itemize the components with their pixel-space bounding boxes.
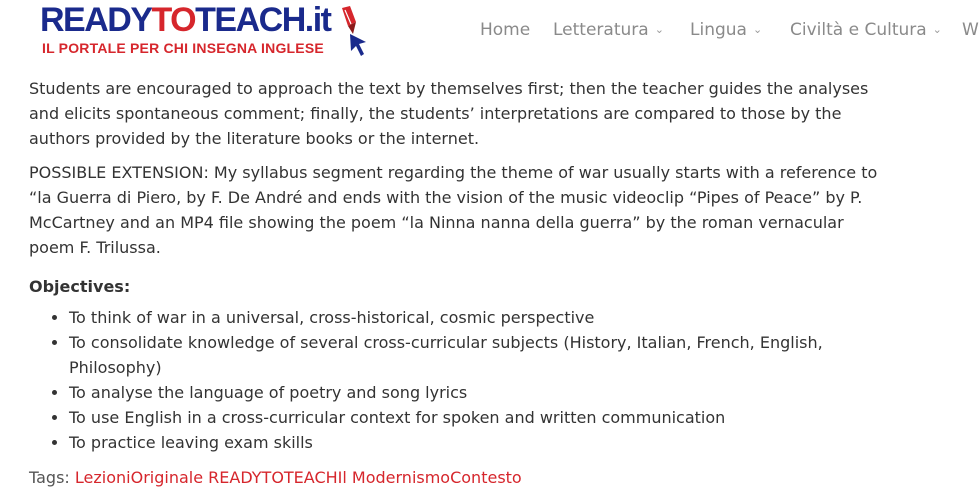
tag-link-il-modernismo[interactable]: Il Modernismo: [337, 468, 451, 487]
objectives-heading: Objectives:: [29, 277, 131, 296]
nav-item-letteratura[interactable]: [553, 18, 664, 44]
nav-item-civilta-e-cultura[interactable]: [790, 18, 942, 44]
nav-label-civilta-e-cultura: Civiltà e Cultura: [790, 20, 927, 40]
logo-part-to: TO: [151, 1, 196, 39]
chevron-down-icon: ⌄: [654, 23, 664, 36]
site-header: [0, 0, 979, 66]
list-item: • To practice leaving exam skills: [69, 430, 889, 455]
tags-line: [29, 465, 889, 490]
list-item: • To consolidate knowledge of several cross-curricular subjects (History, Italian, French, English, Philosophy): [69, 330, 889, 380]
nav-item-truncated[interactable]: [962, 18, 979, 42]
tag-link-originale-readytoteach[interactable]: Originale READYTOTEACH: [130, 468, 338, 487]
nav-label-lingua: Lingua: [690, 20, 747, 40]
tag-link-contesto[interactable]: Contesto: [450, 468, 522, 487]
objectives-list: [29, 305, 889, 455]
paragraph-approach: Students are encouraged to approach the text by themselves first; then the teacher guides the analyses and elicits spontaneous comment; finally, the students’ interpretations are compared to those by the authors provided by the literature books or the internet.: [29, 79, 869, 148]
nav-item-home[interactable]: [480, 18, 530, 42]
logo-part-teach: TEACH: [195, 1, 305, 39]
chevron-down-icon: ⌄: [932, 23, 942, 36]
logo-part-it: .it: [304, 1, 331, 39]
nav-label-letteratura: Letteratura: [553, 20, 649, 40]
logo-wordmark: [40, 0, 330, 42]
nav-label-truncated: W: [962, 20, 979, 40]
logo-part-ready: READY: [40, 1, 152, 39]
nav-label-home: Home: [480, 20, 531, 40]
paragraph-extension: POSSIBLE EXTENSION: My syllabus segment regarding the theme of war usually starts with a reference to “la Guerra di Piero, by F. De André and ends with the vision of the music videoclip “Pipes of Peace” by P. McCartney and an MP4 file showing the poem “la Ninna nanna della guerra” by the roman vernacular poem F. Trilussa.: [29, 163, 878, 257]
nav-item-lingua[interactable]: [690, 18, 762, 44]
pen-cursor-logo-icon: [336, 4, 370, 60]
chevron-down-icon: ⌄: [752, 23, 763, 36]
site-logo[interactable]: [40, 0, 380, 62]
logo-tagline: IL PORTALE PER CHI INSEGNA INGLESE: [42, 40, 324, 56]
tags-label: Tags:: [29, 468, 75, 487]
article-content: [29, 76, 889, 490]
tag-link-lezioni[interactable]: Lezioni: [74, 468, 131, 487]
list-item: • To analyse the language of poetry and song lyrics: [69, 380, 889, 405]
list-item: • To use English in a cross-curricular context for spoken and written communication: [69, 405, 889, 430]
list-item: • To think of war in a universal, cross-historical, cosmic perspective: [69, 305, 889, 330]
